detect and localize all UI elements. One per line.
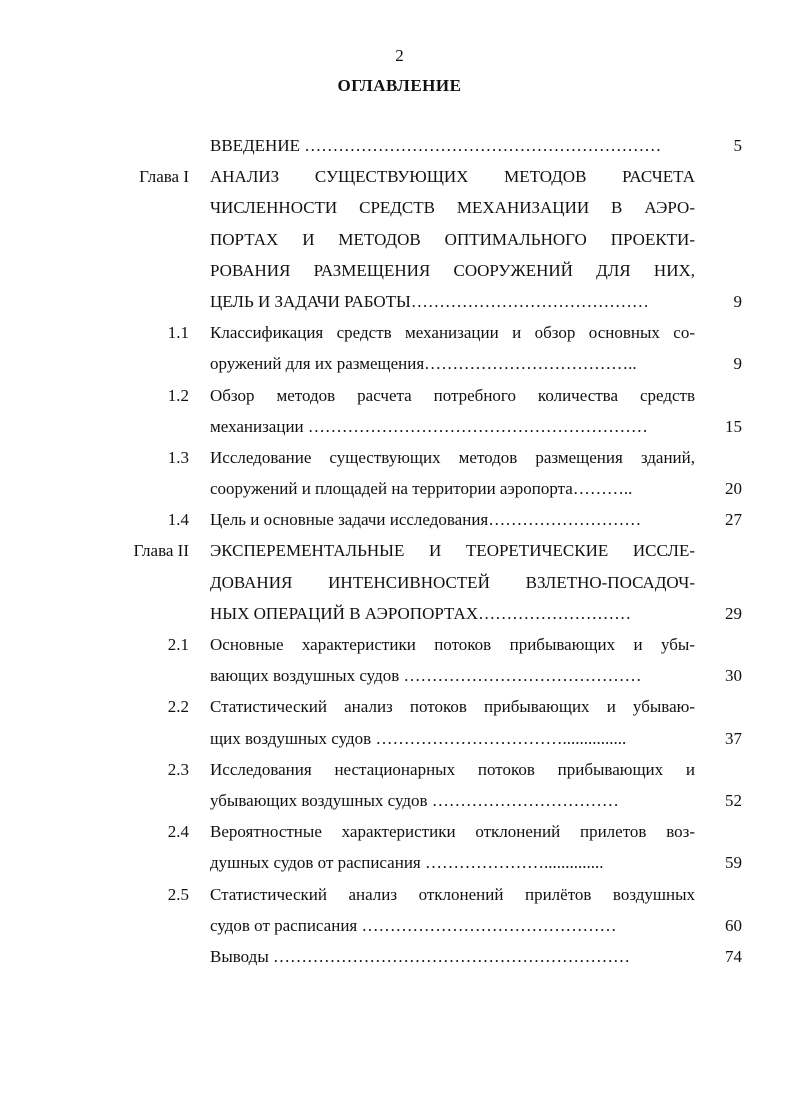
toc-line [0, 255, 799, 286]
toc-entry-number: 1.2 [167, 385, 189, 405]
toc-entry-text: щих воздушных судов ……………………………............... [210, 728, 627, 748]
toc-entry [0, 130, 799, 161]
toc-page-number: 30 [725, 666, 742, 686]
toc-entry-text: Основные характеристики потоков прибывающих и убы- [210, 635, 695, 654]
toc-entry-number: 2.4 [167, 822, 189, 842]
toc-entry-text: ЧИСЛЕННОСТИ СРЕДСТВ МЕХАНИЗАЦИИ В АЭРО- [210, 198, 695, 218]
toc-entry-text: Статистический анализ отклонений прилётов воздушных [210, 884, 695, 904]
toc-line [0, 411, 799, 442]
toc-entry-number: 1.4 [167, 510, 189, 530]
toc-line [0, 130, 799, 161]
toc-line [0, 847, 799, 878]
toc-entry [0, 317, 799, 379]
toc-line [0, 535, 799, 566]
toc-line [0, 161, 799, 192]
toc-page-number: 15 [725, 416, 742, 436]
toc-entry-text: Вероятностные характеристики отклонений прилетов воз- [210, 822, 695, 842]
toc-line [0, 473, 799, 504]
page-number: 2 [395, 46, 404, 65]
toc-entry [0, 691, 799, 753]
toc-page-number: 52 [725, 790, 742, 810]
toc-page-number: 59 [725, 853, 742, 873]
toc-entry-text: Цель и основные задачи исследования……………………… [210, 510, 642, 530]
toc-entry-text: НЫХ ОПЕРАЦИЙ В АЭРОПОРТАХ……………………… [210, 603, 632, 623]
toc-entry-number: 2.3 [167, 759, 189, 779]
toc-entry [0, 941, 799, 972]
toc-entry-text: ВВЕДЕНИЕ ……………………………………………………… [210, 136, 662, 155]
toc-line [0, 879, 799, 910]
toc-entry-text: оружений для их размещения……………………………….. [210, 354, 637, 374]
toc-entry [0, 754, 799, 816]
toc-entry-text: ДОВАНИЯ ИНТЕНСИВНОСТЕЙ ВЗЛЕТНО-ПОСАДОЧ- [210, 572, 695, 592]
toc-entry-text: убывающих воздушных судов …………………………… [210, 790, 619, 810]
toc-entry-text: ЭКСПЕРЕМЕНТАЛЬНЫЕ И ТЕОРЕТИЧЕСКИЕ ИССЛЕ- [210, 541, 695, 561]
toc-line [0, 224, 799, 255]
toc-entry-text: вающих воздушных судов …………………………………… [210, 666, 642, 686]
toc-entry-text: Классификация средств механизации и обзор основных со- [210, 323, 695, 343]
toc-entry-text: Исследование существующих методов размещения зданий, [210, 447, 695, 467]
toc-entry-text: ПОРТАХ И МЕТОДОВ ОПТИМАЛЬНОГО ПРОЕКТИ- [210, 229, 695, 249]
toc-entry-text: Выводы ……………………………………………………… [210, 946, 631, 966]
toc-line [0, 660, 799, 691]
toc-entry [0, 816, 799, 878]
toc-line [0, 691, 799, 722]
toc-entry [0, 380, 799, 442]
toc-page-number: 27 [725, 510, 742, 530]
toc-line [0, 910, 799, 941]
toc-entry-text: РОВАНИЯ РАЗМЕЩЕНИЯ СООРУЖЕНИЙ ДЛЯ НИХ, [210, 260, 695, 280]
table-of-contents [0, 130, 799, 972]
toc-entry-number: Глава I [139, 167, 189, 187]
toc-line [0, 380, 799, 411]
toc-line [0, 286, 799, 317]
toc-line [0, 192, 799, 223]
toc-entry-text: Статистический анализ потоков прибывающих и убываю- [210, 697, 695, 717]
toc-entry-number: 1.3 [167, 447, 189, 467]
toc-line [0, 442, 799, 473]
toc-entry-text: душных судов от расписания ………………….............. [210, 853, 604, 873]
toc-entry-number: 2.5 [167, 884, 189, 904]
toc-entry-text: судов от расписания ……………………………………… [210, 915, 617, 935]
toc-entry-number: 2.2 [167, 697, 189, 717]
toc-entry [0, 442, 799, 504]
toc-page-number: 9 [733, 291, 742, 311]
toc-entry [0, 879, 799, 941]
toc-line [0, 629, 799, 660]
toc-entry-text: АНАЛИЗ СУЩЕСТВУЮЩИХ МЕТОДОВ РАСЧЕТА [210, 167, 695, 187]
toc-page-number: 5 [733, 136, 742, 155]
toc-line [0, 598, 799, 629]
toc-entry [0, 629, 799, 691]
toc-line [0, 754, 799, 785]
toc-line [0, 504, 799, 535]
toc-entry-number: 1.1 [167, 323, 189, 343]
toc-entry-text: механизации …………………………………………………… [210, 416, 648, 436]
toc-line [0, 785, 799, 816]
toc-page-number: 29 [725, 603, 742, 623]
toc-entry-number: 2.1 [167, 635, 189, 654]
toc-entry [0, 161, 799, 317]
toc-page-number: 74 [725, 946, 742, 966]
toc-entry-text: Обзор методов расчета потребного количества средств [210, 385, 695, 405]
toc-line [0, 317, 799, 348]
toc-entry [0, 535, 799, 629]
toc-entry-number: Глава II [133, 541, 189, 561]
page-title: ОГЛАВЛЕНИЕ [337, 76, 462, 95]
toc-line [0, 941, 799, 972]
toc-entry-text: сооружений и площадей на территории аэропорта……….. [210, 479, 633, 499]
toc-line [0, 567, 799, 598]
toc-line [0, 348, 799, 379]
toc-entry-text: Исследования нестационарных потоков прибывающих и [210, 759, 695, 779]
toc-page-number: 20 [725, 479, 742, 499]
toc-entry [0, 504, 799, 535]
toc-line [0, 816, 799, 847]
toc-page-number: 37 [725, 728, 742, 748]
toc-entry-text: ЦЕЛЬ И ЗАДАЧИ РАБОТЫ…………………………………… [210, 291, 649, 311]
toc-page-number: 9 [733, 354, 742, 374]
toc-line [0, 723, 799, 754]
toc-page-number: 60 [725, 915, 742, 935]
